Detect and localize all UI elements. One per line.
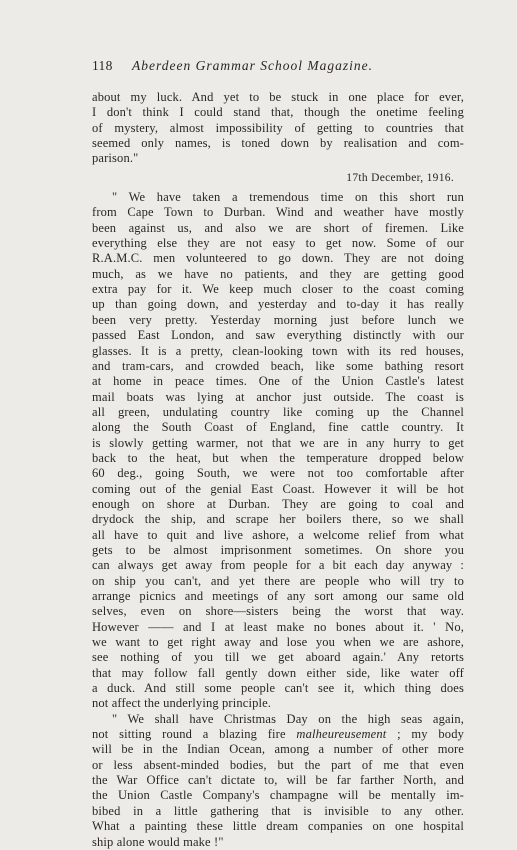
article-body [92,90,464,850]
text-line: R.A.M.C. men volunteered to go down. They are not doing [92,251,464,266]
italic-word: malheureusement [296,727,387,742]
text-line: much, as we have no patients, and they are getting good [92,266,464,281]
text-line: and tram-cars, and crowded beach, like some bathing resort [92,358,464,373]
text-line: at home in peace times. One of the Union Castle's latest [92,374,464,389]
text-line: on ship you can't, and yet there are people who will try to [92,573,464,588]
text-line: mail boats was lying at anchor just outside. The coast is [92,389,464,404]
text-line: a duck. And still some people can't see it, which thing does [92,681,464,696]
text-line: all have to quit and live ashore, a welcome relief from what [92,527,464,542]
text-line: see nothing of you till we get aboard again.' Any retorts [92,650,464,665]
text-line: drydock the ship, and scrape her boilers there, so we shall [92,512,464,527]
text-line: everything else they are not easy to get now. Some of our [92,236,464,251]
text-line: from Cape Town to Durban. Wind and weather have mostly [92,205,464,220]
text-line: all green, undulating country like coming up the Channel [92,404,464,419]
text-line: the War Office can't dictate to, will be far farther North, and [92,773,464,788]
text-line: of mystery, almost impossibility of getting to countries that [92,120,464,135]
page-number: 118 [92,58,113,73]
text-line: coming out of the genial East Coast. However it will be hot [92,481,464,496]
running-title: Aberdeen Grammar School Magazine. [132,58,373,73]
text-line: up than going down, and yesterday and to-day it has really [92,297,464,312]
text-line: selves, even on shore—sisters being the worst that way. [92,604,464,619]
page-header [92,58,432,78]
text-line: that may follow fall gently down either side, like water off [92,665,464,680]
text-line: not affect the underlying principle. [92,696,272,711]
text-line: seemed only names, is toned down by realisation and com- [92,136,464,151]
paragraph-3 [92,712,464,850]
text-line: passed East London, and saw everything distinctly with our [92,328,464,343]
text-line: we want to get right away and lose you when we are ashore, [92,635,464,650]
text-line: been against us, and also we are short of firemen. Like [92,220,464,235]
text-line: extra pay for it. We keep much closer to the coast coming [92,282,464,297]
paragraph-1 [92,90,464,167]
text-line: not sitting round a blazing fire malheureusement ; my body [92,727,465,742]
text-line: been very pretty. Yesterday morning just before lunch we [92,312,464,327]
text-line: " We shall have Christmas Day on the high seas again, [112,711,464,726]
text-line: can always get away from people for a bit each day anyway : [92,558,464,573]
text-line: about my luck. And yet to be stuck in one place for ever, [92,90,464,104]
text-line: glasses. It is a pretty, clean-looking town with its red houses, [92,343,464,358]
text-line: bibed in a little gathering that is invisible to any other. [92,803,464,818]
text-line: or less absent-minded bodies, but the part of me that even [92,757,464,772]
text-line: " We have taken a tremendous time on this short run [112,190,464,205]
text-line: However —— and I at least make no bones about it. ' No, [92,619,464,634]
text-line: gets to be almost imprisonment sometimes. On shore you [92,542,464,557]
text-line: 60 deg., going South, we were not too comfortable after [92,466,464,481]
text-line: parison." [92,151,139,166]
text-line: back to the heat, but when the temperature dropped below [92,450,464,465]
text-line: is slowly getting warmer, not that we are in any hurry to get [92,435,464,450]
text-line: along the South Coast of England, fine cattle country. It [92,420,464,435]
text-line: will be in the Indian Ocean, among a number of other more [92,742,464,757]
text-line: the Union Castle Company's champagne will be mentally im- [92,788,464,803]
paragraph-2 [92,190,464,712]
text-line: ship alone would make !" [92,834,224,849]
text-line: arrange picnics and meetings of any sort among our same old [92,589,464,603]
text-line: enough on shore at Durban. They are going to coal and [92,496,464,511]
text-line: What a painting these little dream companies on one hospital [92,819,464,834]
text-line: I don't think I could stand that, though the onetime feeling [92,105,464,120]
dateline: 17th December, 1916. [346,171,454,184]
